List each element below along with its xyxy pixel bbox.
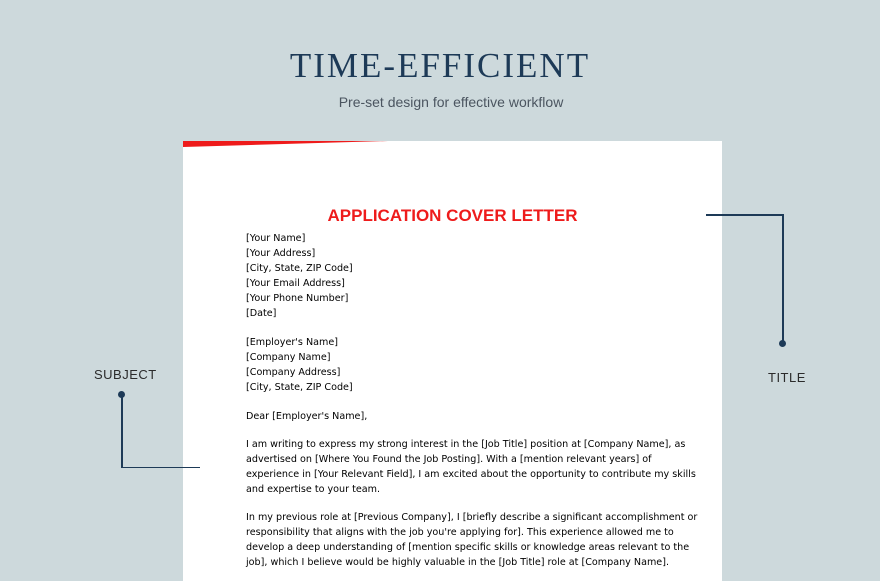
headline: TIME-EFFICIENT <box>289 46 591 85</box>
paragraph-line: job], which I believe would be highly valuable in the [Job Title] role at [Company Name]. <box>246 557 670 568</box>
subheadline: Pre-set design for effective workflow <box>338 94 564 110</box>
title-callout-label: TITLE <box>768 370 806 385</box>
title-connector-horizontal <box>706 214 784 216</box>
document-page <box>183 141 722 581</box>
document-body <box>246 231 698 581</box>
sender-block <box>246 231 656 321</box>
subject-connector-horizontal <box>121 467 200 468</box>
paragraph-line: advertised on [Where You Found the Job Posting]. With a [mention relevant years] of <box>246 454 652 465</box>
salutation <box>246 409 656 424</box>
subject-connector-vertical <box>121 394 123 468</box>
recipient-block <box>246 335 656 395</box>
recipient-line: [City, State, ZIP Code] <box>246 382 353 393</box>
title-connector-dot <box>779 340 786 347</box>
sender-line: [Your Phone Number] <box>246 293 349 304</box>
red-accent-stripe <box>183 141 388 147</box>
document-title: APPLICATION COVER LETTER <box>327 206 578 225</box>
sender-line: [Your Name] <box>246 233 306 244</box>
subject-callout-label: SUBJECT <box>94 367 157 382</box>
recipient-line: [Company Address] <box>246 367 341 378</box>
recipient-line: [Employer's Name] <box>246 337 339 348</box>
paragraph-line: I am writing to express my strong interest in the [Job Title] position at [Company Name], as <box>246 439 686 450</box>
title-connector-vertical <box>782 214 784 344</box>
paragraph-line: experience in [Your Relevant Field], I am excited about the opportunity to contribute my skills <box>246 469 696 480</box>
paragraph-line: In my previous role at [Previous Company], I [briefly describe a significant accomplishment or <box>246 512 698 523</box>
paragraph-1 <box>246 437 696 497</box>
paragraph-line: responsibility that aligns with the job you're applying for]. This experience allowed me to <box>246 527 674 538</box>
paragraph-2 <box>246 510 698 570</box>
sender-line: [City, State, ZIP Code] <box>246 263 353 274</box>
sender-line: [Your Email Address] <box>246 278 345 289</box>
salutation-line: Dear [Employer's Name], <box>246 411 368 422</box>
paragraph-line: and expertise to your team. <box>246 484 381 495</box>
sender-line: [Date] <box>246 308 277 319</box>
recipient-line: [Company Name] <box>246 352 331 363</box>
sender-line: [Your Address] <box>246 248 316 259</box>
paragraph-line: develop a deep understanding of [mention specific skills or knowledge areas relevant to the <box>246 542 690 553</box>
